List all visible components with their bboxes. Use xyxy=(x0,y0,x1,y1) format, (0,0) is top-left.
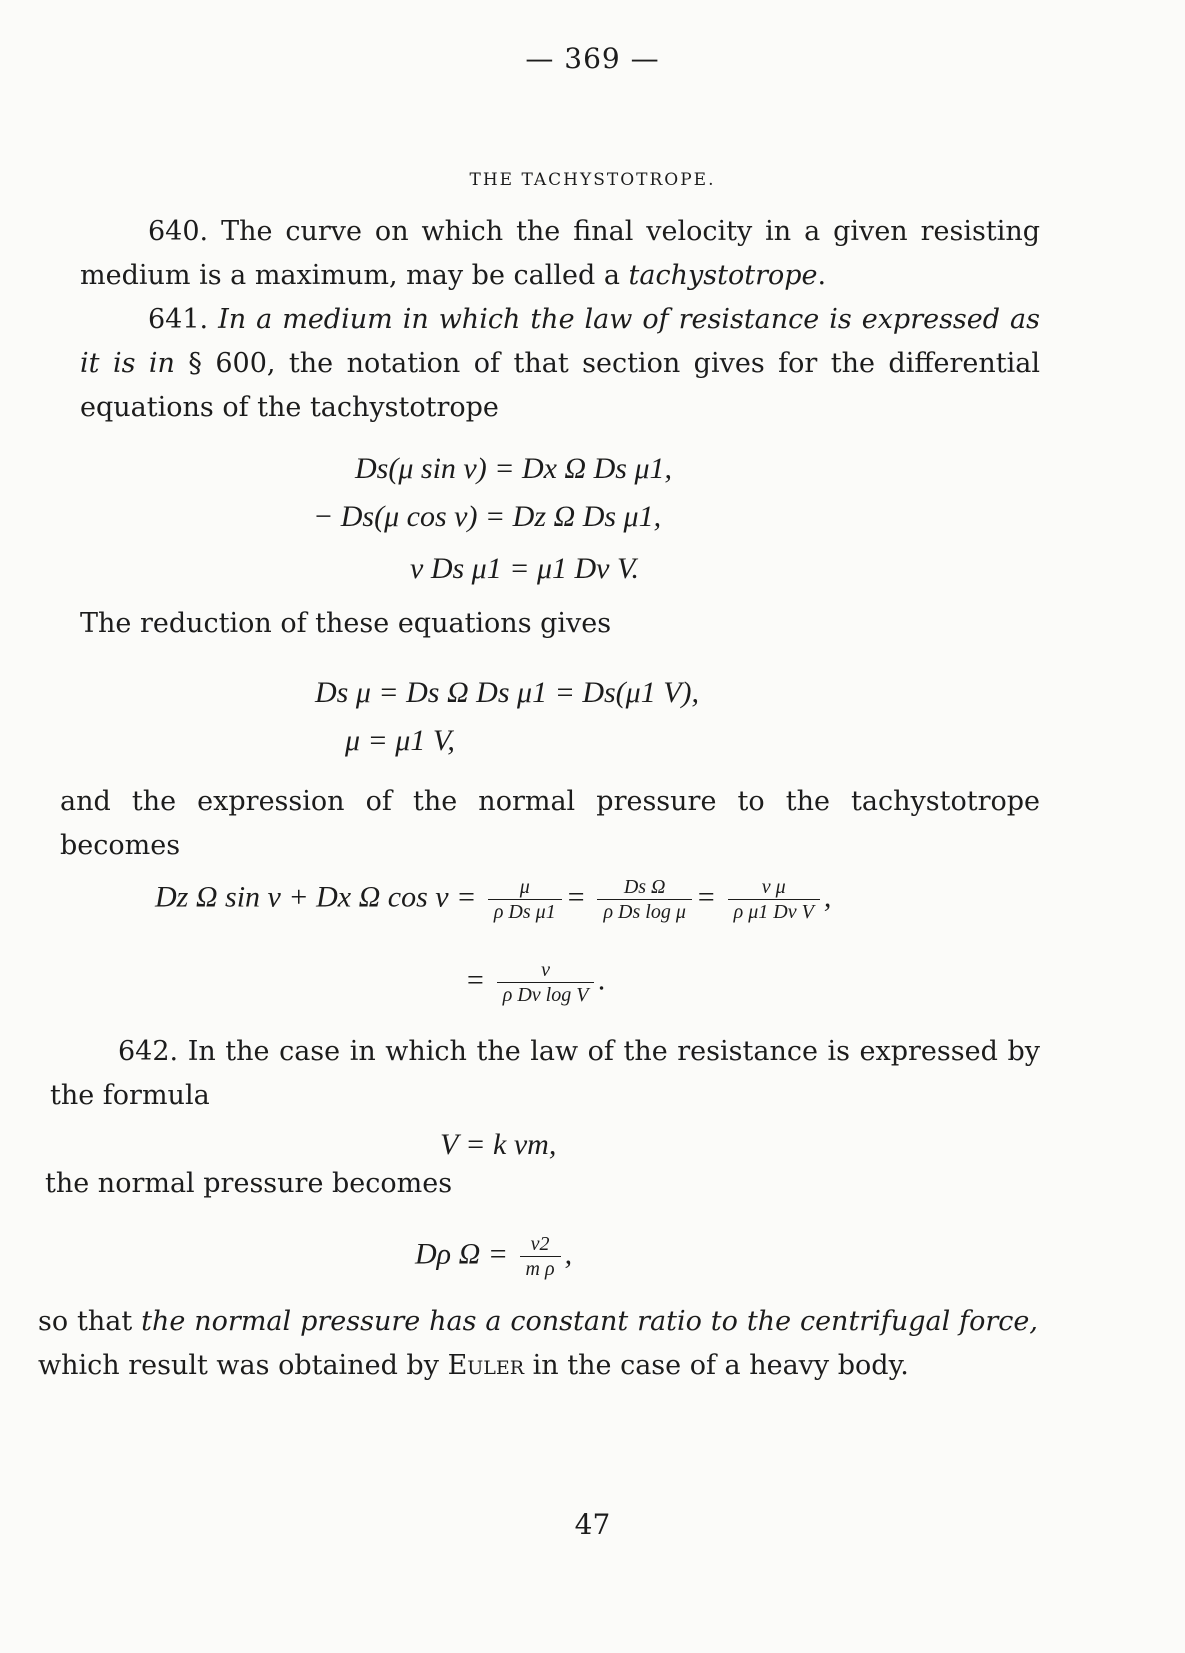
paragraph-text: which result was obtained by xyxy=(38,1350,448,1381)
paragraph-640-641 xyxy=(80,210,1040,430)
denominator: ρ Ds μ1 xyxy=(493,901,556,923)
fraction-5 xyxy=(520,1232,561,1281)
period: . xyxy=(817,260,827,291)
page-number: — 369 — xyxy=(525,42,660,75)
equation-line: Ds μ = Ds Ω Ds μ1 = Ds(μ1 V), xyxy=(315,676,700,709)
equation-line: Ds(μ sin ν) = Dx Ω Ds μ1, xyxy=(355,452,673,485)
text-normal-pressure xyxy=(60,780,1040,868)
paragraph-text: In the case in which the law of the resistance is expressed by the formula xyxy=(50,1036,1040,1111)
italic-text: In a medium in which the law of resistance is expressed as it is in xyxy=(80,304,1040,379)
equation-lhs: Dz Ω sin ν + Dx Ω cos ν = xyxy=(155,880,477,914)
text-reduction xyxy=(80,602,1040,646)
paragraph-number: 640. xyxy=(148,216,209,247)
equation-1c xyxy=(410,552,639,586)
italic-text: the normal pressure has a constant ratio to the centrifugal force, xyxy=(141,1306,1038,1337)
denominator: ρ Ds log μ xyxy=(603,901,686,923)
paragraph-text: the normal pressure becomes xyxy=(45,1168,453,1199)
fraction-4 xyxy=(497,958,595,1007)
text-becomes xyxy=(45,1162,1035,1206)
equation-line: v Ds μ1 = μ1 Dv V. xyxy=(410,552,639,585)
numerator: Ds Ω xyxy=(597,875,691,900)
fraction-2 xyxy=(597,875,691,924)
numerator: v2 xyxy=(520,1232,561,1257)
paragraph-640 xyxy=(80,210,1040,298)
section-title: THE TACHYSTOTROPE. xyxy=(469,170,716,190)
term-tachystotrope: tachystotrope xyxy=(628,260,818,291)
equation-line: V = k vm, xyxy=(440,1128,557,1161)
equation-2a xyxy=(315,676,699,710)
numerator: v μ xyxy=(728,875,820,900)
equation-lhs: Dρ Ω = xyxy=(415,1237,509,1271)
paragraph-text: The reduction of these equations gives xyxy=(80,608,612,639)
equation-line: − Ds(μ cos ν) = Dz Ω Ds μ1, xyxy=(313,500,662,533)
paragraph-642 xyxy=(50,1030,1040,1118)
paragraph-text: in the case of a heavy body. xyxy=(524,1350,909,1381)
equation-1b xyxy=(313,500,661,534)
fraction-1 xyxy=(488,875,562,924)
equation-4 xyxy=(440,1128,556,1162)
equation-3b: = $\frac{v}{\text{ρ Dv log V}}$ . xyxy=(465,959,606,1006)
paragraph-text: and the expression of the normal pressure to the tachystotrope becomes xyxy=(60,786,1040,861)
denominator: ρ Dv log V xyxy=(502,984,589,1006)
denominator: m ρ xyxy=(525,1258,555,1280)
equation-2b xyxy=(345,724,455,758)
paragraph-text: The curve on which the final velocity in a given resisting medium is a maximum, may be called a xyxy=(80,216,1040,291)
paragraph-number: 641. xyxy=(148,304,209,335)
paragraph-number: 642. xyxy=(118,1036,179,1067)
equation-line: μ = μ1 V, xyxy=(345,724,455,757)
equation-3: Dz Ω sin ν + Dx Ω cos ν = $\frac{\mu}{\text{ρ Ds μ1}}$ = $\frac{\text{Ds Ω}}{\text{ρ Ds log μ}}$ = $\frac{\text{v μ}}{\text{ρ μ1 Dv V}}$ , xyxy=(155,876,832,923)
paragraph-final xyxy=(38,1300,1038,1388)
denominator: ρ μ1 Dv V xyxy=(733,901,814,923)
numerator: v xyxy=(497,958,595,983)
equation-5: Dρ Ω = $\frac{v2}{\text{m ρ}}$ , xyxy=(415,1233,573,1280)
numerator: μ xyxy=(488,875,562,900)
footer-page-number: 47 xyxy=(574,1508,611,1541)
paragraph-text: § 600, the notation of that section gives for the differential equations of the tachystotrope xyxy=(80,348,1040,423)
fraction-3 xyxy=(728,875,820,924)
paragraph-641 xyxy=(80,298,1040,430)
equation-1a xyxy=(355,452,672,486)
paragraph-text: so that xyxy=(38,1306,142,1337)
name-euler: Euler xyxy=(447,1350,525,1381)
